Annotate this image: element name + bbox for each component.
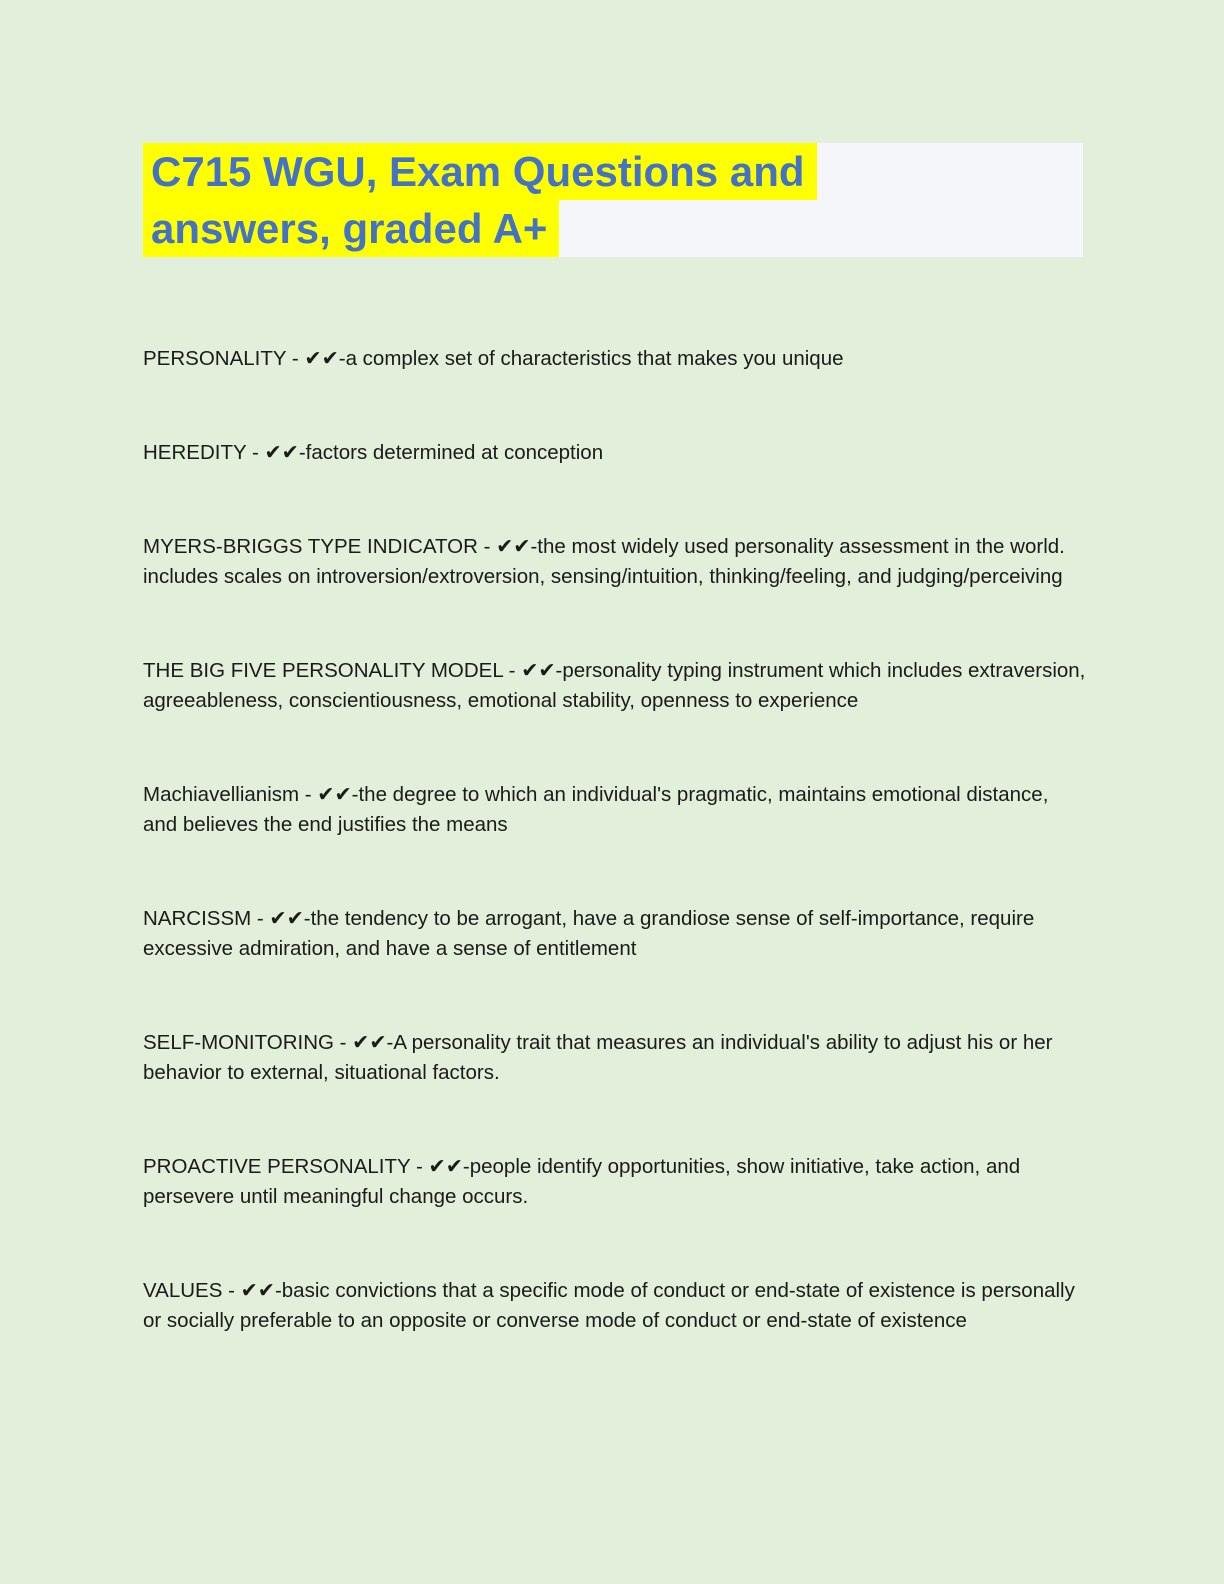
qa-entry: NARCISSM - ✔✔-the tendency to be arrogant, have a grandiose sense of self-importance, require excessive admiration, and have a sense of entitlement xyxy=(143,907,1035,960)
page-title-highlight-1: C715 WGU, Exam Questions and xyxy=(143,143,817,200)
qa-list xyxy=(143,344,1088,1400)
page-title-highlight-2: answers, graded A+ xyxy=(143,200,559,257)
qa-entry: SELF-MONITORING - ✔✔-A personality trait that measures an individual's ability to adjust his or her behavior to external, situational factors. xyxy=(143,1031,1053,1084)
page-title-line-1 xyxy=(143,143,1083,200)
qa-entry: MYERS-BRIGGS TYPE INDICATOR - ✔✔-the most widely used personality assessment in the world. includes scales on introversion/extroversion, sensing/intuition, thinking/feeling, and judging/perceiving xyxy=(143,535,1065,588)
qa-entry: Machiavellianism - ✔✔-the degree to which an individual's pragmatic, maintains emotional distance, and believes the end justifies the means xyxy=(143,783,1049,836)
qa-entry: THE BIG FIVE PERSONALITY MODEL - ✔✔-personality typing instrument which includes extraversion, agreeableness, conscientiousness, emotional stability, openness to experience xyxy=(143,659,1086,712)
qa-entry: VALUES - ✔✔-basic convictions that a specific mode of conduct or end-state of existence is personally or socially preferable to an opposite or converse mode of conduct or end-state of existence xyxy=(143,1279,1075,1332)
qa-entry: PROACTIVE PERSONALITY - ✔✔-people identify opportunities, show initiative, take action, and persevere until meaningful change occurs. xyxy=(143,1155,1021,1208)
qa-entry: HEREDITY - ✔✔-factors determined at conception xyxy=(143,441,604,464)
page-title-line-2 xyxy=(143,200,1083,257)
title-block xyxy=(143,143,1083,257)
qa-entry: PERSONALITY - ✔✔-a complex set of characteristics that makes you unique xyxy=(143,347,844,370)
